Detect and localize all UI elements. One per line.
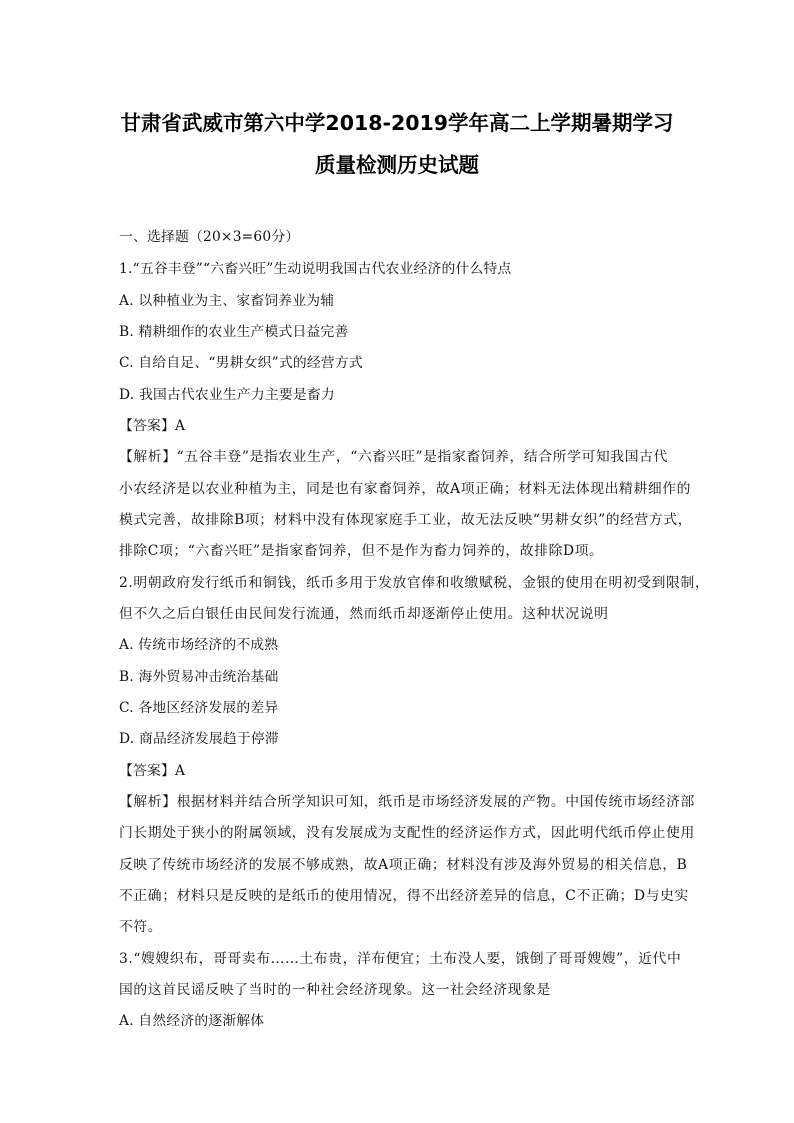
- question-1-analysis-line: 【解析】“五谷丰登”是指农业生产，“六畜兴旺”是指家畜饲养，结合所学可知我国古代: [119, 449, 668, 465]
- question-2-stem-line: 2.明朝政府发行纸币和铜钱，纸币多用于发放官俸和收缴赋税，金银的使用在明初受到限制，: [119, 575, 710, 591]
- question-3-stem-line: 国的这首民谣反映了当时的一种社会经济现象。这一社会经济现象是: [119, 982, 551, 998]
- exam-title-line1: 甘肃省武威市第六中学2018-2019学年高二上学期暑期学习: [120, 111, 674, 135]
- question-2-answer: 【答案】A: [119, 763, 186, 779]
- question-2-stem-line: 但不久之后白银任由民间发行流通，然而纸币却逐渐停止使用。这种状况说明: [119, 606, 609, 622]
- question-3-stem-line: 3.“嫂嫂织布，哥哥卖布……土布贵，洋布便宜；土布没人要，饿倒了哥哥嫂嫂”，近代中: [119, 951, 682, 967]
- question-2-option-c: C. 各地区经济发展的差异: [119, 700, 279, 716]
- question-2-analysis-line: 门长期处于狭小的附属领域，没有发展成为支配性的经济运作方式，因此明代纸币停止使用: [119, 825, 695, 841]
- question-1-option-c: C. 自给自足、“男耕女织”式的经营方式: [119, 355, 363, 371]
- question-1-option-a: A. 以种植业为主、家畜饲养业为辅: [119, 293, 335, 309]
- question-1-option-b: B. 精耕细作的农业生产模式日益完善: [119, 324, 349, 340]
- question-2-analysis-line: 反映了传统市场经济的发展不够成熟，故A项正确；材料没有涉及海外贸易的相关信息，B: [119, 857, 688, 873]
- question-2-option-a: A. 传统市场经济的不成熟: [119, 637, 279, 653]
- question-2-analysis-line: 【解析】根据材料并结合所学知识可知，纸币是市场经济发展的产物。中国传统市场经济部: [119, 794, 695, 810]
- question-1-answer: 【答案】A: [119, 418, 186, 434]
- question-2-option-d: D. 商品经济发展趋于停滞: [119, 731, 279, 747]
- section-heading: 一、选择题（20×3=60分）: [119, 229, 300, 245]
- question-2-analysis-line: 不符。: [119, 919, 163, 935]
- question-1-option-d: D. 我国古代农业生产力主要是畜力: [119, 387, 335, 403]
- question-1-analysis-line: 排除C项；“六畜兴旺”是指家畜饲养，但不是作为畜力饲养的，故排除D项。: [119, 543, 604, 559]
- question-1-analysis-line: 小农经济是以农业种植为主，同是也有家畜饲养，故A项正确；材料无法体现出精耕细作的: [119, 481, 692, 497]
- question-2-option-b: B. 海外贸易冲击统治基础: [119, 669, 279, 685]
- question-1-stem: 1.“五谷丰登”“六畜兴旺”生动说明我国古代农业经济的什么特点: [119, 261, 512, 277]
- exam-title-line2: 质量检测历史试题: [315, 153, 479, 177]
- question-1-analysis-line: 模式完善，故排除B项；材料中没有体现家庭手工业，故无法反映“男耕女织”的经营方式，: [119, 512, 693, 528]
- question-3-option-a: A. 自然经济的逐渐解体: [119, 1013, 265, 1029]
- question-2-analysis-line: 不正确；材料只是反映的是纸币的使用情况，得不出经济差异的信息，C不正确；D与史实: [119, 888, 689, 904]
